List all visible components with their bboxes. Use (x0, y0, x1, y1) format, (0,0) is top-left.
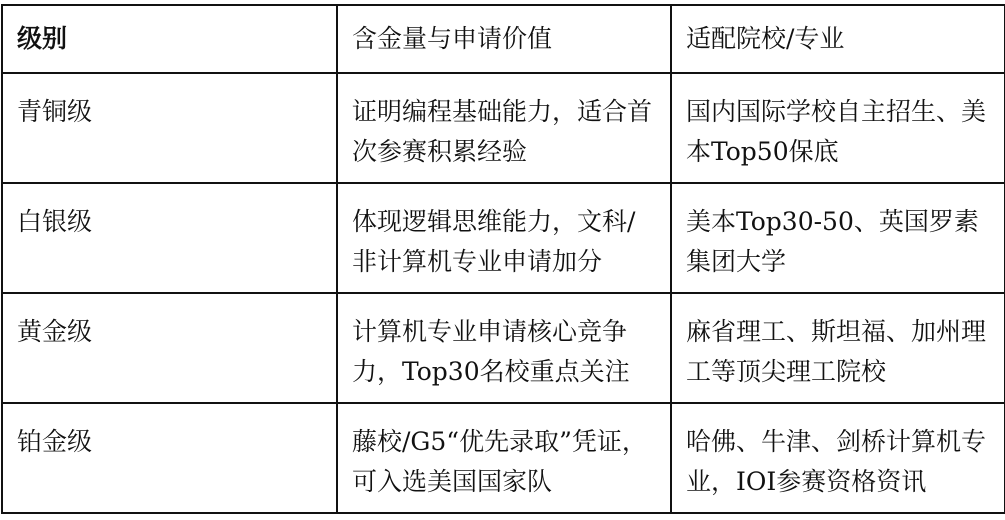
cell-level: 白银级 (2, 183, 337, 293)
cell-level: 铂金级 (2, 403, 337, 513)
header-level: 级别 (2, 5, 337, 73)
cell-level: 青铜级 (2, 73, 337, 183)
table-row (2, 183, 1005, 293)
table-row (2, 293, 1005, 403)
header-value: 含金量与申请价值 (337, 5, 671, 73)
competition-level-table (1, 4, 1005, 514)
table-row (2, 403, 1005, 513)
cell-value: 藤校/G5“优先录取”凭证，可入选美国国家队 (337, 403, 671, 513)
cell-schools: 麻省理工、斯坦福、加州理工等顶尖理工院校 (671, 293, 1005, 403)
table-header-row (2, 5, 1005, 73)
header-schools: 适配院校/专业 (671, 5, 1005, 73)
cell-schools: 哈佛、牛津、剑桥计算机专业，IOI参赛资格资讯 (671, 403, 1005, 513)
cell-value: 计算机专业申请核心竞争力，Top30名校重点关注 (337, 293, 671, 403)
table-row (2, 73, 1005, 183)
cell-schools: 美本Top30-50、英国罗素集团大学 (671, 183, 1005, 293)
cell-level: 黄金级 (2, 293, 337, 403)
cell-value: 证明编程基础能力，适合首次参赛积累经验 (337, 73, 671, 183)
cell-schools: 国内国际学校自主招生、美本Top50保底 (671, 73, 1005, 183)
cell-value: 体现逻辑思维能力，文科/非计算机专业申请加分 (337, 183, 671, 293)
